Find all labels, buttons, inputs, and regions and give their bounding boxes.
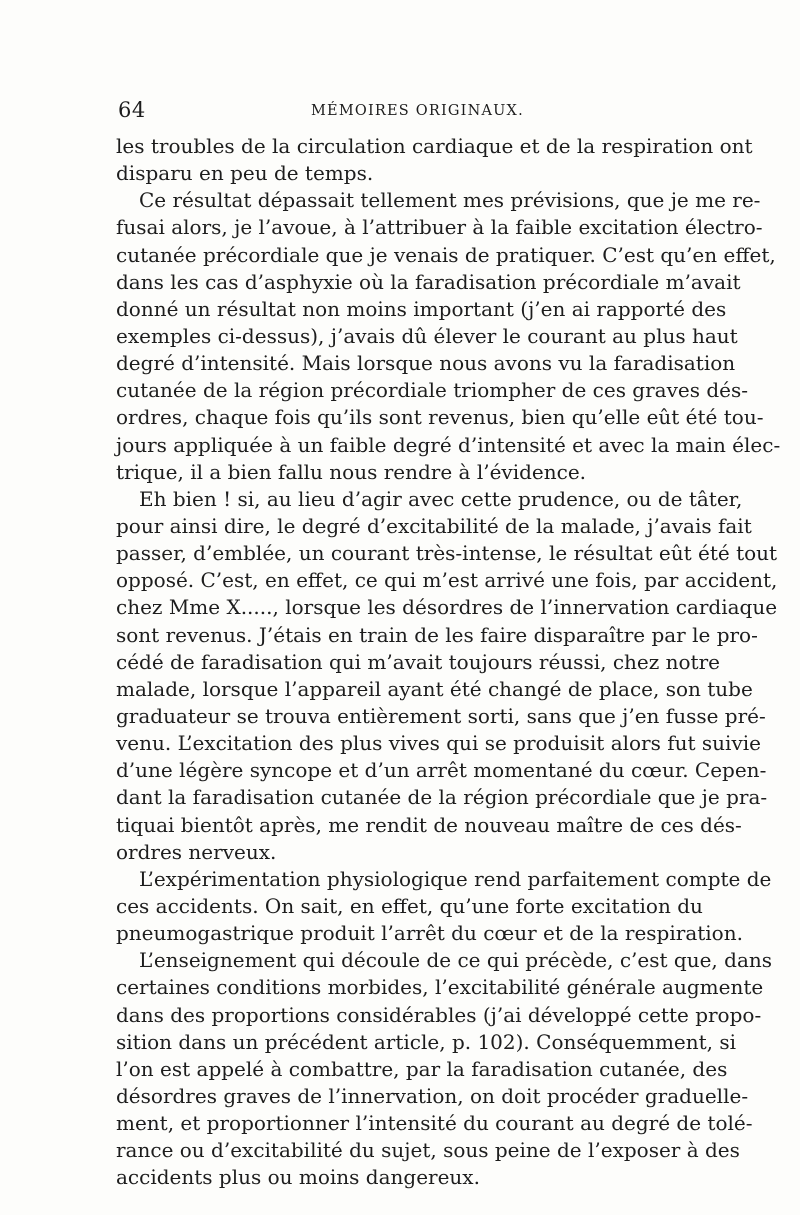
text-line: ces accidents. On sait, en effet, qu’une forte excitation du: [116, 893, 703, 918]
text-line: jours appliquée à un faible degré d’intensité et avec la main élec-: [116, 432, 781, 457]
page-number: 64: [118, 98, 146, 122]
text-line: disparu en peu de temps.: [116, 161, 374, 186]
text-line: tiquai bientôt après, me rendit de nouveau maître de ces dés-: [116, 812, 742, 837]
text-line: sont revenus. J’étais en train de les faire disparaître par le pro-: [116, 622, 758, 647]
paragraph: [116, 187, 781, 486]
text-line: donné un résultat non moins important (j’en ai rapporté des: [116, 296, 727, 321]
text-line: désordres graves de l’innervation, on doit procéder graduelle-: [116, 1083, 749, 1108]
text-line: opposé. C’est, en effet, ce qui m’est arrivé une fois, par accident,: [116, 568, 778, 593]
text-line: rance ou d’excitabilité du sujet, sous peine de l’exposer à des: [116, 1138, 740, 1163]
text-line: Ce résultat dépassait tellement mes prévisions, que je me re-: [139, 188, 761, 213]
paragraph: [116, 133, 753, 187]
text-line: sition dans un précédent article, p. 102). Conséquemment, si: [116, 1029, 737, 1054]
text-line: trique, il a bien fallu nous rendre à l’évidence.: [116, 459, 587, 484]
text-line: l’on est appelé à combattre, par la faradisation cutanée, des: [116, 1056, 728, 1081]
text-line: degré d’intensité. Mais lorsque nous avons vu la faradisation: [116, 351, 736, 376]
text-line: venu. L’excitation des plus vives qui se produisit alors fut suivie: [116, 731, 761, 756]
text-line: ment, et proportionner l’intensité du courant au degré de tolé-: [116, 1111, 753, 1136]
text-line: Eh bien ! si, au lieu d’agir avec cette prudence, ou de tâter,: [139, 486, 743, 511]
text-line: cutanée précordiale que je venais de pratiquer. C’est qu’en effet,: [116, 242, 776, 267]
text-line: certaines conditions morbides, l’excitabilité générale augmente: [116, 975, 764, 1000]
text-line: d’une légère syncope et d’un arrêt momentané du cœur. Cepen-: [116, 758, 767, 783]
text-line: dant la faradisation cutanée de la région précordiale que je pra-: [116, 785, 768, 810]
text-line: L’expérimentation physiologique rend parfaitement compte de: [139, 866, 772, 891]
text-line: passer, d’emblée, un courant très-intense, le résultat eût été tout: [116, 541, 778, 566]
text-line: exemples ci-dessus), j’avais dû élever le courant au plus haut: [116, 323, 738, 348]
body-text: [116, 133, 781, 1191]
text-line: dans les cas d’asphyxie où la faradisation précordiale m’avait: [116, 269, 741, 294]
text-line: pneumogastrique produit l’arrêt du cœur et de la respiration.: [116, 921, 743, 946]
text-line: malade, lorsque l’appareil ayant été changé de place, son tube: [116, 676, 753, 701]
text-line: L’enseignement qui découle de ce qui précède, c’est que, dans: [139, 948, 773, 973]
text-line: chez Mme X....., lorsque les désordres de l’innervation cardiaque: [116, 595, 778, 620]
text-line: graduateur se trouva entièrement sorti, sans que j’en fusse pré-: [116, 703, 766, 728]
text-line: cédé de faradisation qui m’avait toujours réussi, chez notre: [116, 649, 720, 674]
text-line: ordres nerveux.: [116, 839, 277, 864]
paragraph: [116, 947, 773, 1191]
page-header: [118, 98, 692, 124]
paragraph: [116, 486, 778, 866]
text-line: pour ainsi dire, le degré d’excitabilité de la malade, j’avais fait: [116, 513, 752, 538]
text-line: dans des proportions considérables (j’ai développé cette propo-: [116, 1002, 762, 1027]
text-line: fusai alors, je l’avoue, à l’attribuer à la faible excitation électro-: [116, 215, 763, 240]
text-line: cutanée de la région précordiale triompher de ces graves dés-: [116, 378, 749, 403]
running-head: MÉMOIRES ORIGINAUX.: [311, 103, 524, 119]
text-line: ordres, chaque fois qu’ils sont revenus, bien qu’elle eût été tou-: [116, 405, 764, 430]
paragraph: [116, 866, 772, 947]
text-line: accidents plus ou moins dangereux.: [116, 1165, 480, 1190]
text-line: les troubles de la circulation cardiaque et de la respiration ont: [116, 134, 753, 158]
